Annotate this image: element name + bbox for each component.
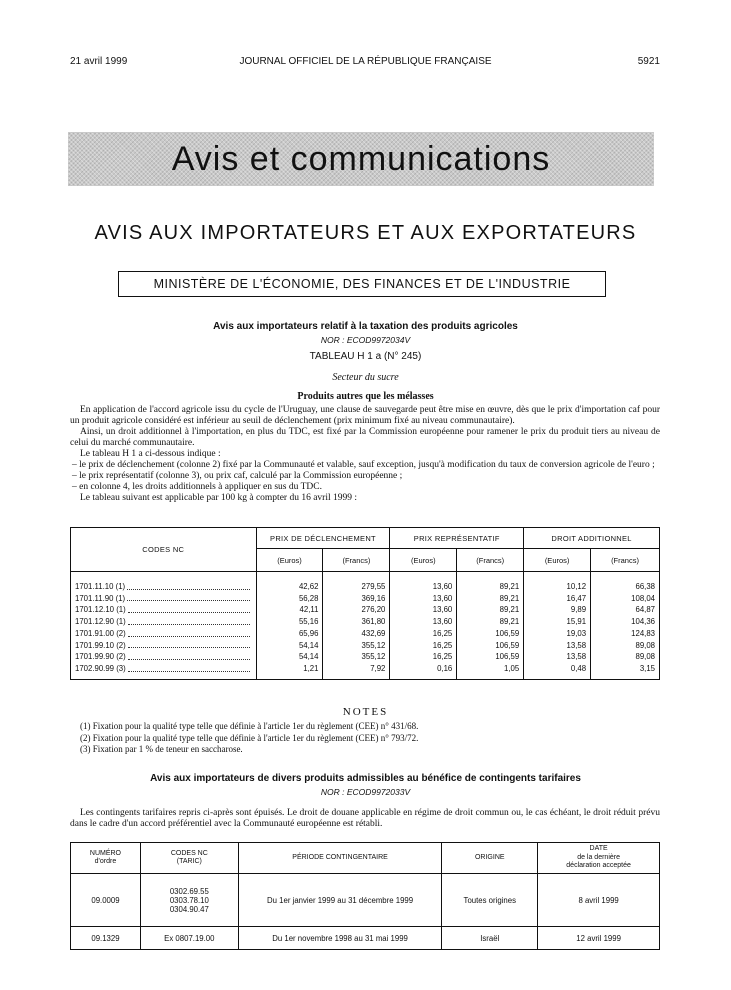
col-header-codes-taric: CODES NC (TARIC) (140, 843, 238, 874)
value-cell: 0,16 (437, 663, 453, 673)
value-cell: 13,60 (432, 593, 453, 603)
code-row (75, 640, 252, 652)
periode-cell: Du 1er janvier 1999 au 31 décembre 1999 (238, 874, 442, 927)
date-cell: 12 avril 1999 (538, 927, 660, 950)
unit-header: (Euros) (256, 549, 323, 572)
code-row (75, 628, 252, 640)
notes-list (80, 721, 660, 756)
section-banner (68, 132, 654, 186)
value-cell: 66,38 (635, 582, 655, 591)
value-column (524, 572, 591, 680)
section-title: AVIS AUX IMPORTATEURS ET AUX EXPORTATEURS (94, 222, 637, 244)
value-cell: 89,21 (499, 617, 520, 627)
value-cell: 104,36 (631, 617, 655, 627)
code-cell: 1702.90.99 (3) (75, 663, 126, 673)
value-cell: 89,08 (635, 640, 655, 650)
value-column (256, 572, 323, 680)
value-cell: 64,87 (635, 605, 655, 615)
code-cell: 1701.12.90 (1) (75, 617, 126, 627)
header-date: 21 avril 1999 (70, 56, 128, 67)
notice1-list-item-1: – le prix de déclenchement (colonne 2) fixé par la Communauté et valable, sauf exception, jusqu'à modification du taux de conversion agricole de l'euro ; (72, 460, 655, 470)
numero-cell: 09.0009 (71, 874, 141, 927)
value-cell: 10,12 (566, 582, 587, 591)
notice1-title: Avis aux importateurs relatif à la taxation des produits agricoles (213, 321, 518, 332)
notice1-paragraph-1: En application de l'accord agricole issu du cycle de l'Uruguay, une clause de sauvegarde peut être mise en œuvre, dès que le prix d'importation caf pour un produit agricole considéré est inférieur au seuil de déclenchement (prix minimum fixé au niveau communautaire). (70, 405, 660, 426)
value-cell: 355,12 (361, 640, 386, 650)
value-cell: 432,69 (361, 628, 386, 638)
table-row (71, 874, 660, 927)
value-cell: 7,92 (370, 663, 386, 673)
value-cell: 13,58 (566, 640, 587, 650)
value-cell: 16,25 (432, 652, 453, 662)
value-cell: 42,62 (298, 582, 319, 591)
notice2-nor: NOR : ECOD9972033V (320, 787, 411, 797)
code-row (75, 663, 252, 675)
value-cell: 13,60 (432, 582, 453, 591)
value-cell: 65,96 (298, 628, 319, 638)
col-header-periode: PÉRIODE CONTINGENTAIRE (238, 843, 442, 874)
unit-header: (Euros) (390, 549, 457, 572)
code-row (75, 604, 252, 616)
value-column (591, 572, 660, 680)
value-cell: 361,80 (361, 617, 386, 627)
code-row (75, 593, 252, 605)
codes-column (71, 572, 257, 680)
value-cell: 276,20 (361, 605, 386, 615)
notice1-body (70, 405, 660, 504)
date-cell: 8 avril 1999 (538, 874, 660, 927)
periode-cell: Du 1er novembre 1998 au 31 mai 1999 (238, 927, 442, 950)
ministry-name: MINISTÈRE DE L'ÉCONOMIE, DES FINANCES ET DE L'INDUSTRIE (153, 277, 571, 291)
value-cell: 355,12 (361, 652, 386, 662)
col-header-date: DATE de la dernière déclaration acceptée (538, 843, 660, 874)
value-cell: 108,04 (631, 593, 655, 603)
tariff-quota-table (70, 842, 660, 950)
value-cell: 89,21 (499, 582, 520, 591)
ministry-box (118, 271, 606, 297)
notes-title: NOTES (342, 706, 389, 718)
origine-cell: Toutes origines (442, 874, 538, 927)
note-item: (3) Fixation par 1 % de teneur en saccharose. (80, 744, 243, 754)
value-cell: 1,21 (303, 663, 319, 673)
value-cell: 1,05 (503, 663, 520, 673)
notice1-applicability: Le tableau suivant est applicable par 100 kg à compter du 16 avril 1999 : (80, 493, 357, 503)
table-body (71, 572, 660, 680)
code-cell: 1701.11.10 (1) (75, 582, 126, 591)
unit-header: (Francs) (457, 549, 524, 572)
col-header-codes-nc: CODES NC (71, 528, 257, 572)
value-cell: 279,55 (361, 582, 386, 591)
unit-header: (Euros) (524, 549, 591, 572)
value-cell: 0,48 (570, 663, 587, 673)
value-cell: 19,03 (566, 628, 587, 638)
notice1-table-name: TABLEAU H 1 a (N° 245) (309, 351, 422, 362)
value-cell: 89,08 (635, 652, 655, 662)
notice2-title: Avis aux importateurs de divers produits admissibles au bénéfice de contingents tarifaires (150, 773, 581, 784)
value-column (457, 572, 524, 680)
notice1-products: Produits autres que les mélasses (297, 391, 434, 402)
value-cell: 3,15 (639, 663, 655, 673)
table-row (71, 927, 660, 950)
unit-header: (Francs) (591, 549, 660, 572)
value-cell: 106,59 (495, 628, 520, 638)
code-cell: 1701.99.90 (2) (75, 652, 126, 662)
value-cell: 89,21 (499, 605, 520, 615)
unit-header: (Francs) (323, 549, 390, 572)
value-cell: 13,60 (432, 605, 453, 615)
value-cell: 16,25 (432, 628, 453, 638)
value-cell: 106,59 (495, 652, 520, 662)
notice1-list-item-2: – le prix représentatif (colonne 3), ou prix caf, calculé par la Commission européenne ; (72, 471, 403, 481)
value-cell: 54,14 (298, 640, 319, 650)
value-cell: 15,91 (566, 617, 587, 627)
value-cell: 54,14 (298, 652, 319, 662)
codes-cell: Ex 0807.19.00 (140, 927, 238, 950)
value-cell: 106,59 (495, 640, 520, 650)
table-header-row (71, 843, 660, 874)
value-cell: 369,16 (361, 593, 386, 603)
col-header-trigger-price: PRIX DE DÉCLENCHEMENT (256, 528, 390, 549)
value-cell: 55,16 (298, 617, 319, 627)
code-row (75, 616, 252, 628)
value-cell: 42,11 (299, 605, 319, 615)
note-item: (1) Fixation pour la qualité type telle que définie à l'article 1er du règlement (CEE) n° 431/68. (80, 721, 419, 731)
code-cell: 1701.91.00 (2) (75, 628, 126, 638)
value-cell: 13,58 (566, 652, 587, 662)
value-column (323, 572, 390, 680)
notice1-nor: NOR : ECOD9972034V (320, 335, 411, 345)
notice1-paragraph-2: Ainsi, un droit additionnel à l'importation, en plus du TDC, est fixé par la Commission européenne pour ramener le prix du produit tiers au niveau de celui du marché communautaire. (70, 427, 660, 448)
value-cell: 16,25 (432, 640, 453, 650)
header-journal: JOURNAL OFFICIEL DE LA RÉPUBLIQUE FRANÇAISE (239, 56, 492, 67)
value-column (390, 572, 457, 680)
col-header-representative-price: PRIX REPRÉSENTATIF (390, 528, 524, 549)
notice1-list-item-3: – en colonne 4, les droits additionnels à appliquer en sus du TDC. (72, 482, 322, 492)
col-header-numero: NUMÉRO d'ordre (71, 843, 141, 874)
code-row (75, 651, 252, 663)
code-cell: 1701.12.10 (1) (75, 605, 126, 615)
code-cell: 1701.11.90 (1) (75, 593, 126, 603)
code-cell: 1701.99.10 (2) (75, 640, 126, 650)
notice2-paragraph: Les contingents tarifaires repris ci-après sont épuisés. Le droit de douane applicable en régime de droit commun ou, le cas échéant, le droit réduit prévu dans le cadre d'un accord préférentiel avec la Communauté européenne est rétabli. (70, 808, 660, 829)
origine-cell: Israël (442, 927, 538, 950)
value-cell: 16,47 (566, 593, 587, 603)
value-cell: 89,21 (499, 593, 520, 603)
notice1-sector: Secteur du sucre (332, 372, 399, 383)
numero-cell: 09.1329 (71, 927, 141, 950)
value-cell: 56,28 (298, 593, 319, 603)
value-cell: 124,83 (631, 628, 655, 638)
value-cell: 9,89 (570, 605, 587, 615)
code-row (75, 581, 252, 593)
banner-title: Avis et communications (171, 139, 551, 178)
codes-cell: 0302.69.55 0303.78.10 0304.90.47 (140, 874, 238, 927)
sugar-prices-table (70, 527, 660, 680)
col-header-additional-duty: DROIT ADDITIONNEL (524, 528, 660, 549)
notice1-paragraph-3: Le tableau H 1 a ci-dessous indique : (80, 449, 221, 459)
col-header-origine: ORIGINE (442, 843, 538, 874)
note-item: (2) Fixation pour la qualité type telle que définie à l'article 1er du règlement (CEE) n° 793/72. (80, 732, 419, 743)
header-page-number: 5921 (637, 56, 660, 67)
value-cell: 13,60 (432, 617, 453, 627)
